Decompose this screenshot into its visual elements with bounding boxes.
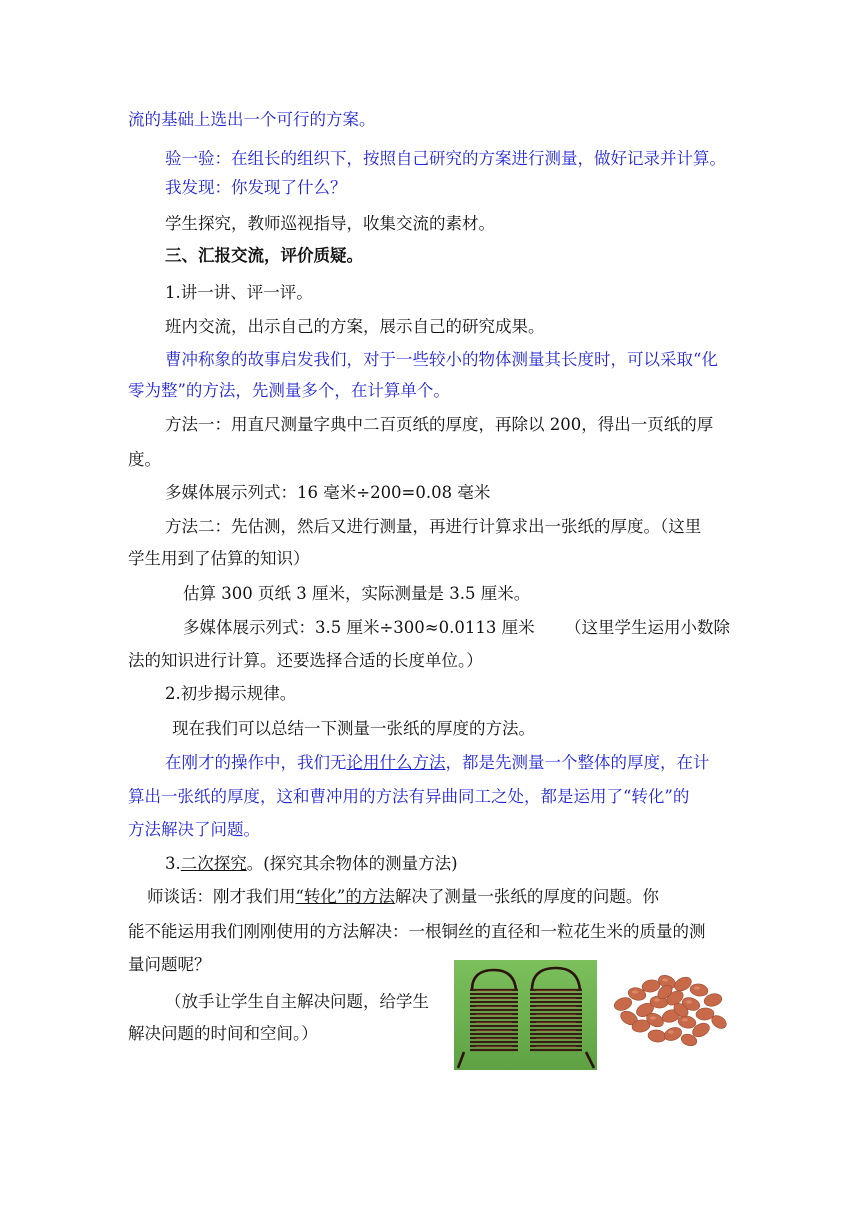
underlined-text: 论用什么方法 — [346, 753, 446, 772]
underlined-text: 二次探究 — [180, 854, 247, 873]
subsection-heading: 2.初步揭示规律。 — [165, 684, 297, 703]
text-run: 3. — [165, 854, 181, 873]
paragraph-text: （这里学生运用小数除 — [565, 618, 730, 637]
paragraph-text: 我发现：你发现了什么？ — [165, 178, 347, 197]
formula-text: 多媒体展示列式：3.5 厘米÷300≈0.0113 厘米 — [183, 618, 535, 637]
paragraph-text: 解决问题的时间和空间。） — [128, 1024, 318, 1043]
paragraph-text: 算出一张纸的厚度，这和曹冲用的方法有异曲同工之处，都是运用了“转化”的 — [128, 787, 690, 806]
paragraph-text: 学生探究，教师巡视指导，收集交流的素材。 — [165, 214, 495, 233]
copper-wire-coils-photo — [454, 960, 597, 1070]
subsection-heading — [165, 854, 458, 874]
paragraph-text: 学生用到了估算的知识） — [128, 549, 310, 568]
paragraph-text: 班内交流，出示自己的方案，展示自己的研究成果。 — [165, 317, 545, 336]
paragraph-text: 能不能运用我们刚刚使用的方法解决：一根铜丝的直径和一粒花生米的质量的测 — [128, 922, 706, 941]
text-run: 在刚才的操作中，我们无 — [165, 753, 347, 772]
paragraph-text: 验一验：在组长的组织下，按照自己研究的方案进行测量，做好记录并计算。 — [165, 149, 726, 168]
paragraph-text: 方法二：先估测，然后又进行测量，再进行计算求出一张纸的厚度。（这里 — [165, 517, 702, 536]
paragraph-text: 法的知识进行计算。还要选择合适的长度单位。） — [128, 651, 483, 670]
text-run: 解决了测量一张纸的厚度的问题。你 — [394, 887, 659, 906]
peanuts-photo — [601, 964, 735, 1052]
paragraph-text: 量问题呢？ — [128, 955, 211, 974]
text-run: ，都是先测量一个整体的厚度，在计 — [445, 753, 710, 772]
paragraph-text — [147, 887, 659, 907]
section-heading: 三、汇报交流，评价质疑。 — [165, 246, 363, 265]
paragraph-text: 度。 — [128, 450, 161, 469]
paragraph-text: 方法解决了问题。 — [128, 820, 260, 839]
underlined-text: “转化”的方法 — [295, 887, 395, 906]
paragraph-text: 流的基础上选出一个可行的方案。 — [128, 110, 376, 129]
subsection-heading: 1.讲一讲、评一评。 — [165, 283, 313, 302]
text-run: 师谈话：刚才我们用 — [147, 887, 296, 906]
paragraph-text: 零为整”的方法，先测量多个，在计算单个。 — [128, 381, 450, 400]
text-run: 。(探究其余物体的测量方法) — [246, 854, 458, 873]
paragraph-text: 现在我们可以总结一下测量一张纸的厚度的方法。 — [172, 719, 535, 738]
paragraph-text: 方法一：用直尺测量字典中二百页纸的厚度，再除以 200，得出一页纸的厚 — [165, 415, 714, 434]
paragraph-text: 曹冲称象的故事启发我们，对于一些较小的物体测量其长度时，可以采取“化 — [165, 350, 718, 369]
formula-text: 多媒体展示列式：16 毫米÷200=0.08 毫米 — [165, 483, 491, 502]
paragraph-text — [165, 753, 710, 773]
paragraph-text: （放手让学生自主解决问题，给学生 — [165, 992, 429, 1011]
paragraph-text: 估算 300 页纸 3 厘米，实际测量是 3.5 厘米。 — [183, 584, 531, 603]
